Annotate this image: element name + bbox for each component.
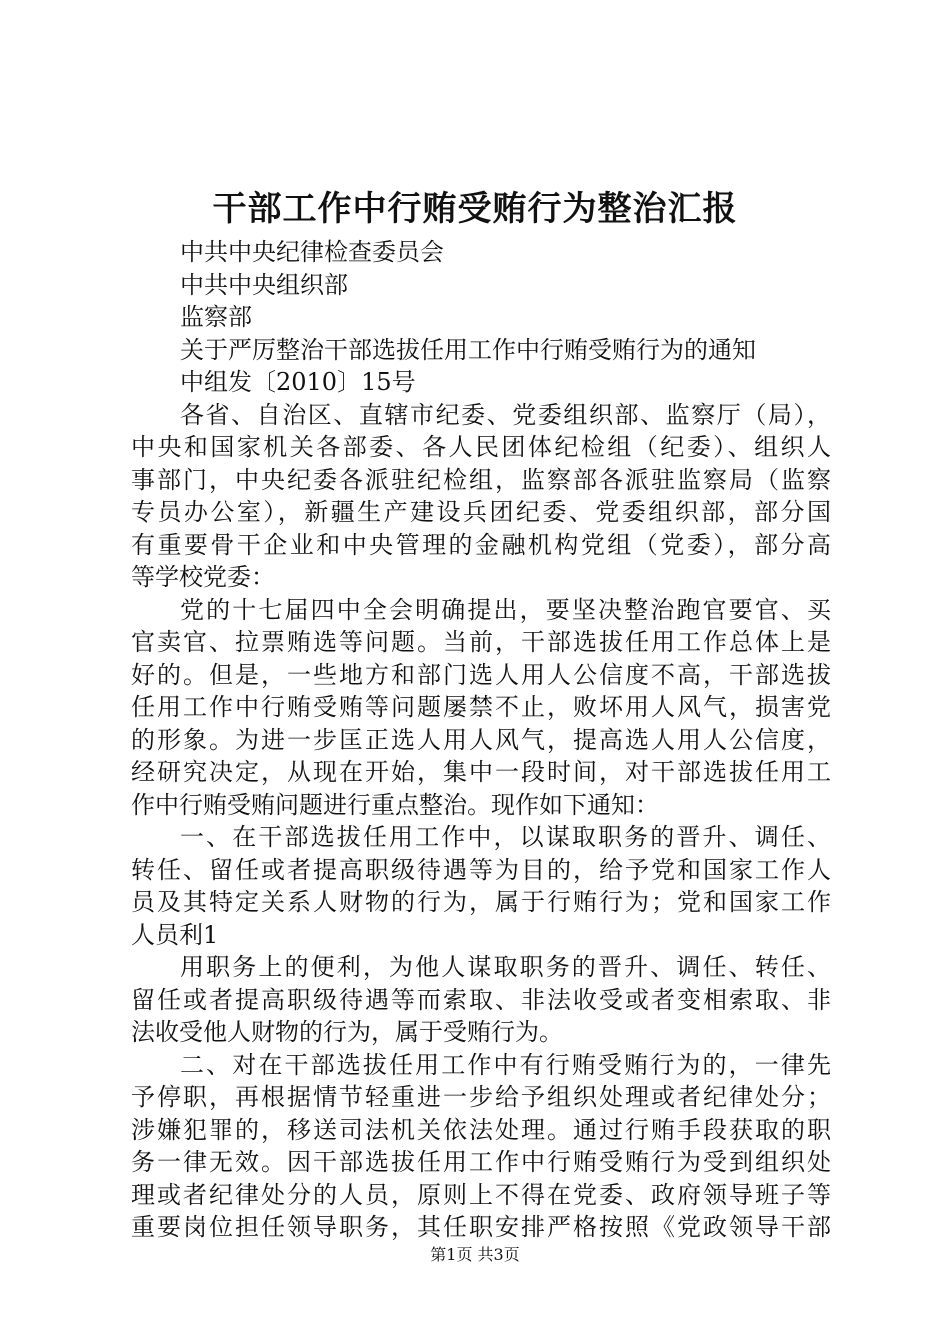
body-line: 理或者纪律处分的人员，原则上不得在党委、政府领导班子等: [131, 1180, 831, 1209]
body-line: 任用工作中行贿受贿等问题屡禁不止，败坏用人风气，损害党: [131, 693, 831, 721]
document-title: 干部工作中行贿受贿行为整治汇报: [212, 189, 738, 229]
body-line: 党的十七届四中全会明确提出，要坚决整治跑官要官、买: [180, 595, 831, 624]
body-line: 各省、自治区、直辖市纪委、党委组织部、监察厅（局），: [180, 400, 831, 429]
body-line: 务一律无效。因干部选拔任用工作中行贿受贿行为受到组织处: [131, 1148, 831, 1176]
body-line: 好的。但是，一些地方和部门选人用人公信度不高，干部选拔: [131, 660, 831, 689]
body-line: 中共中央纪律检查委员会: [180, 238, 444, 266]
body-line: 关于严厉整治干部选拔任用工作中行贿受贿行为的通知: [180, 335, 756, 364]
body-line: 转任、留任或者提高职级待遇等为目的，给予党和国家工作人: [131, 855, 831, 884]
body-line: 事部门，中央纪委各派驻纪检组，监察部各派驻监察局（监察: [131, 465, 831, 494]
body-line: 法收受他人财物的行为，属于受贿行为。: [131, 1018, 563, 1046]
body-line: 等学校党委：: [131, 563, 275, 591]
body-line: 中组发〔2010〕15号: [180, 368, 416, 396]
body-line: 员及其特定关系人财物的行为，属于行贿行为；党和国家工作: [131, 888, 831, 916]
page-footer: 第1页 共3页: [430, 1245, 520, 1264]
body-line: 的形象。为进一步匡正选人用人风气，提高选人用人公信度，: [131, 725, 831, 754]
body-line: 官卖官、拉票贿选等问题。当前，干部选拔任用工作总体上是: [131, 628, 831, 656]
body-line: 人员利1: [131, 920, 219, 949]
document-body: [131, 236, 831, 1244]
body-line: 一、在干部选拔任用工作中，以谋取职务的晋升、调任、: [180, 823, 831, 851]
body-line: 监察部: [180, 303, 252, 331]
body-line: 中共中央组织部: [180, 270, 348, 299]
body-line: 用职务上的便利，为他人谋取职务的晋升、调任、转任、: [180, 953, 831, 981]
body-line: 专员办公室），新疆生产建设兵团纪委、党委组织部，部分国: [131, 498, 831, 526]
body-line: 予停职，再根据情节轻重进一步给予组织处理或者纪律处分；: [131, 1083, 831, 1111]
body-line: 留任或者提高职级待遇等而索取、非法收受或者变相索取、非: [131, 985, 831, 1014]
body-line: 二、对在干部选拔任用工作中有行贿受贿行为的，一律先: [180, 1050, 831, 1079]
body-line: 有重要骨干企业和中央管理的金融机构党组（党委），部分高: [131, 530, 831, 559]
body-line: 作中行贿受贿问题进行重点整治。现作如下通知：: [131, 790, 659, 819]
body-line: 重要岗位担任领导职务，其任职安排严格按照《党政领导干部: [131, 1213, 831, 1241]
body-line: 涉嫌犯罪的，移送司法机关依法处理。通过行贿手段获取的职: [131, 1115, 831, 1144]
body-line: 经研究决定，从现在开始，集中一段时间，对干部选拔任用工: [131, 758, 831, 786]
body-line: 中央和国家机关各部委、各人民团体纪检组（纪委）、组织人: [131, 433, 831, 461]
